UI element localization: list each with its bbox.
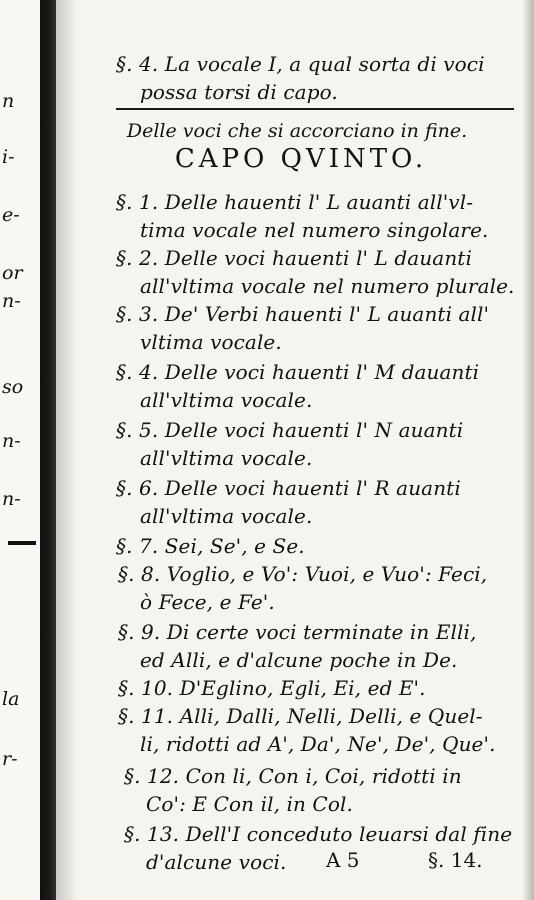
catchword: §. 14.: [428, 848, 483, 872]
entry-6-line-2: all'vltima vocale.: [140, 504, 313, 528]
margin-fragment: n-: [2, 488, 21, 510]
entry-3-line-1: §. 3. De' Verbi hauenti l' L auanti all': [116, 302, 490, 326]
entry-10-line-1: §. 10. D'Eglino, Egli, Ei, ed E'.: [118, 676, 426, 700]
entry-13-line-2: d'alcune voci.: [146, 850, 287, 874]
margin-fragment: la: [2, 688, 20, 710]
entry-5-line-2: all'vltima vocale.: [140, 446, 313, 470]
entry-4-line-1: §. 4. Delle voci hauenti l' M dauanti: [116, 360, 480, 384]
margin-fragment: r-: [2, 748, 18, 770]
entry-7-line-1: §. 7. Sei, Se', e Se.: [116, 534, 305, 558]
top-entry-line-1: §. 4. La vocale I, a qual sorta di voci: [116, 52, 485, 76]
entry-8-line-2: ò Fece, e Fe'.: [140, 590, 275, 614]
section-rule: [116, 108, 514, 110]
top-entry-line-2: possa torsi di capo.: [140, 80, 338, 104]
entry-2-line-2: all'vltima vocale nel numero plurale.: [140, 274, 515, 298]
entry-1-line-1: §. 1. Delle hauenti l' L auanti all'vl-: [116, 190, 474, 214]
entry-12-line-2: Co': E Con il, in Col.: [146, 792, 353, 816]
margin-fragment: or: [2, 262, 23, 284]
entry-13-line-1: §. 13. Dell'I conceduto leuarsi dal fine: [124, 822, 513, 846]
margin-rule-fragment: [8, 541, 36, 545]
margin-fragment: e-: [2, 204, 20, 226]
entry-4-line-2: all'vltima vocale.: [140, 388, 313, 412]
entry-5-line-1: §. 5. Delle voci hauenti l' N auanti: [116, 418, 464, 442]
margin-fragment: n: [2, 90, 15, 112]
entry-9-line-1: §. 9. Di certe voci terminate in Elli,: [118, 620, 477, 644]
entry-11-line-1: §. 11. Alli, Dalli, Nelli, Delli, e Quel-: [118, 704, 483, 728]
entry-3-line-2: vltima vocale.: [140, 330, 282, 354]
margin-fragment: so: [2, 376, 24, 398]
entry-2-line-1: §. 2. Delle voci hauenti l' L dauanti: [116, 246, 472, 270]
chapter-title: CAPO QVINTO.: [174, 144, 428, 174]
margin-fragment: i-: [2, 146, 15, 168]
entry-6-line-1: §. 6. Delle voci hauenti l' R auanti: [116, 476, 461, 500]
entry-11-line-2: li, ridotti ad A', Da', Ne', De', Que'.: [140, 732, 496, 756]
entry-12-line-1: §. 12. Con li, Con i, Coi, ridotti in: [124, 764, 462, 788]
signature-mark: A 5: [326, 848, 360, 872]
entry-9-line-2: ed Alli, e d'alcune poche in De.: [140, 648, 458, 672]
margin-fragment: n-: [2, 430, 21, 452]
margin-fragment: n-: [2, 290, 21, 312]
entry-1-line-2: tima vocale nel numero singolare.: [140, 218, 489, 242]
entry-8-line-1: §. 8. Voglio, e Vo': Vuoi, e Vuo': Feci,: [118, 562, 488, 586]
chapter-subheading: Delle voci che si accorciano in fine.: [126, 120, 468, 142]
